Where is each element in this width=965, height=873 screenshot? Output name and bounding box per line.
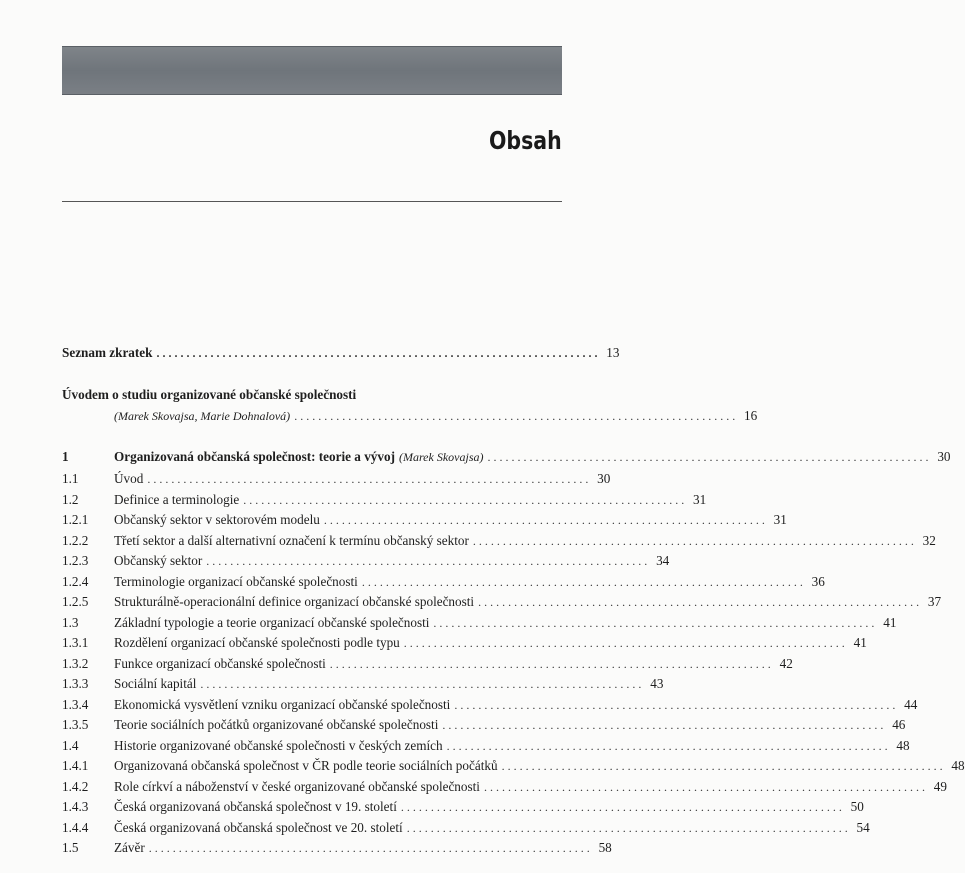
toc-entry-introduction-authors[interactable]: [62, 408, 758, 428]
toc-entry[interactable]: [62, 532, 936, 553]
toc-entry-page: 31: [693, 491, 707, 507]
toc-entry-number: 1.3.3: [62, 676, 89, 691]
leader-dots: [294, 409, 735, 424]
toc-entry-title: Sociální kapitál: [114, 676, 197, 691]
toc-entry[interactable]: [62, 819, 870, 840]
toc-entry-page: 50: [850, 799, 864, 814]
toc-entry-number: 1.3: [62, 614, 79, 630]
header-band: [62, 46, 562, 95]
toc-entry-page: 42: [779, 655, 793, 671]
leader-dots: [484, 780, 925, 795]
leader-dots: [447, 739, 888, 754]
toc-entry-page: 41: [853, 635, 867, 650]
toc-entry-number: 1.5: [62, 840, 79, 855]
toc-entry[interactable]: [62, 758, 965, 778]
toc-entry[interactable]: [62, 573, 825, 594]
toc-entry-number: 1.4: [62, 737, 79, 753]
toc-entry-title: Strukturálně-operacionální definice organizací občanské společnosti: [114, 594, 475, 609]
leader-dots: [478, 595, 919, 610]
toc-entry-page: 46: [892, 717, 906, 732]
toc-entry-number: 1.2.3: [62, 553, 89, 568]
leader-dots: [147, 472, 588, 487]
toc-entry[interactable]: [62, 655, 793, 676]
toc-entry[interactable]: [62, 512, 787, 532]
toc-entry-title: Funkce organizací občanské společnosti: [114, 655, 326, 671]
toc-entry-number: 1.3.5: [62, 717, 89, 732]
toc-entry[interactable]: [62, 491, 707, 512]
toc-entry-number: 1.4.3: [62, 799, 89, 814]
toc-entry-title: Organizovaná občanská společnost: teorie a vývoj: [114, 449, 395, 464]
toc-entry-page: 49: [933, 778, 947, 794]
toc-entry[interactable]: [62, 594, 942, 614]
toc-entry[interactable]: [62, 840, 612, 860]
toc-entry-author: (Marek Skovajsa): [398, 450, 484, 464]
toc-entry-number: 1.2.1: [62, 512, 89, 527]
leader-dots: [502, 759, 943, 774]
leader-dots: [407, 821, 848, 836]
toc-entry[interactable]: [62, 799, 864, 819]
toc-entry-number: 1.2.4: [62, 573, 89, 589]
leader-dots: [404, 636, 845, 651]
toc-entry-title: Role církví a náboženství v české organizované občanské společnosti: [114, 778, 480, 794]
toc-entry-page: 31: [773, 512, 787, 527]
toc-entry-number: 1.4.1: [62, 758, 89, 773]
toc-entry-page: 48: [896, 737, 910, 753]
toc-entry-number: 1: [62, 449, 69, 464]
leader-dots: [454, 698, 895, 713]
toc-entry-number: 1.2.5: [62, 594, 89, 609]
toc-entry-title: Třetí sektor a další alternativní označení k termínu občanský sektor: [114, 532, 469, 548]
toc-entry-page: 48: [951, 758, 965, 773]
toc-entry-title: Úvodem o studiu organizované občanské společnosti: [62, 387, 357, 402]
leader-dots: [473, 534, 914, 549]
toc-entry-number: 1.2.2: [62, 532, 89, 548]
leader-dots: [200, 677, 641, 692]
toc-entry-title: Terminologie organizací občanské společnosti: [114, 573, 358, 589]
toc-entry-page: 54: [856, 819, 870, 835]
toc-entry-number: 1.4.4: [62, 819, 89, 835]
toc-entry-number: 1.3.4: [62, 696, 89, 712]
toc-entry-title: Ekonomická vysvětlení vzniku organizací občanské společnosti: [114, 696, 451, 712]
leader-dots: [324, 513, 765, 528]
toc-entry-page: 32: [922, 532, 936, 548]
leader-dots: [243, 493, 684, 508]
toc-entry-page: 37: [927, 594, 942, 609]
toc-entry-title: Základní typologie a teorie organizací občanské společnosti: [114, 614, 430, 630]
title-rule: [62, 201, 562, 202]
toc-entry-page: 41: [883, 614, 897, 630]
toc-entry-title: Občanský sektor v sektorovém modelu: [114, 512, 320, 527]
toc-entry-author: (Marek Skovajsa, Marie Dohnalová): [114, 409, 291, 423]
toc-entry-number: 1.4.2: [62, 778, 89, 794]
toc-entry[interactable]: [62, 614, 897, 635]
toc-entry[interactable]: [62, 553, 670, 573]
toc-entry-number: 1.3.1: [62, 635, 89, 650]
toc-entry-introduction[interactable]: [62, 387, 562, 407]
toc-entry-page: 30: [937, 449, 951, 464]
toc-entry-page: 16: [744, 408, 758, 423]
toc-entry-title: Česká organizovaná občanská společnost v 19. století: [114, 799, 397, 814]
toc-entry-number: 1.1: [62, 471, 79, 486]
toc-entry-title: Definice a terminologie: [114, 491, 240, 507]
toc-entry-page: 58: [598, 840, 612, 855]
toc-entry[interactable]: [62, 778, 947, 799]
toc-entry[interactable]: [62, 471, 611, 491]
leader-dots: [362, 575, 803, 590]
toc-entry-title: Seznam zkratek: [62, 345, 153, 360]
toc-entry-page: 34: [656, 553, 670, 568]
toc-entry-title: Teorie sociálních počátků organizované občanské společnosti: [114, 717, 439, 732]
leader-dots: [433, 616, 874, 631]
leader-dots: [488, 450, 929, 465]
leader-dots: [156, 346, 597, 361]
toc-entry-chapter-1[interactable]: [62, 449, 951, 469]
toc-entry-abbreviations[interactable]: [62, 345, 620, 365]
toc-entry-page: 30: [597, 471, 611, 486]
toc-entry-number: 1.3.2: [62, 655, 89, 671]
leader-dots: [206, 554, 647, 569]
toc-entry[interactable]: [62, 676, 664, 696]
leader-dots: [401, 800, 842, 815]
toc-entry-title: Rozdělení organizací občanské společnosti podle typu: [114, 635, 400, 650]
toc-entry-title: Organizovaná občanská společnost v ČR podle teorie sociálních počátků: [114, 758, 498, 773]
toc-entry[interactable]: [62, 717, 906, 737]
toc-entry-page: 44: [904, 696, 918, 712]
toc-entry[interactable]: [62, 696, 918, 717]
leader-dots: [330, 657, 771, 672]
toc-entry[interactable]: [62, 635, 867, 655]
toc-entry[interactable]: [62, 737, 910, 758]
toc-entry-page: 36: [811, 573, 825, 589]
toc-entry-number: 1.2: [62, 491, 79, 507]
toc-entry-title: Závěr: [114, 840, 145, 855]
toc-entry-title: Česká organizovaná občanská společnost ve 20. století: [114, 819, 403, 835]
leader-dots: [149, 841, 590, 856]
page-title: Obsah: [489, 126, 562, 155]
toc-entry-title: Historie organizované občanské společnosti v českých zemích: [114, 737, 443, 753]
leader-dots: [442, 718, 883, 733]
toc-entry-title: Občanský sektor: [114, 553, 203, 568]
toc-entry-page: 13: [606, 345, 620, 360]
toc-entry-page: 43: [650, 676, 664, 691]
toc-entry-title: Úvod: [114, 471, 144, 486]
